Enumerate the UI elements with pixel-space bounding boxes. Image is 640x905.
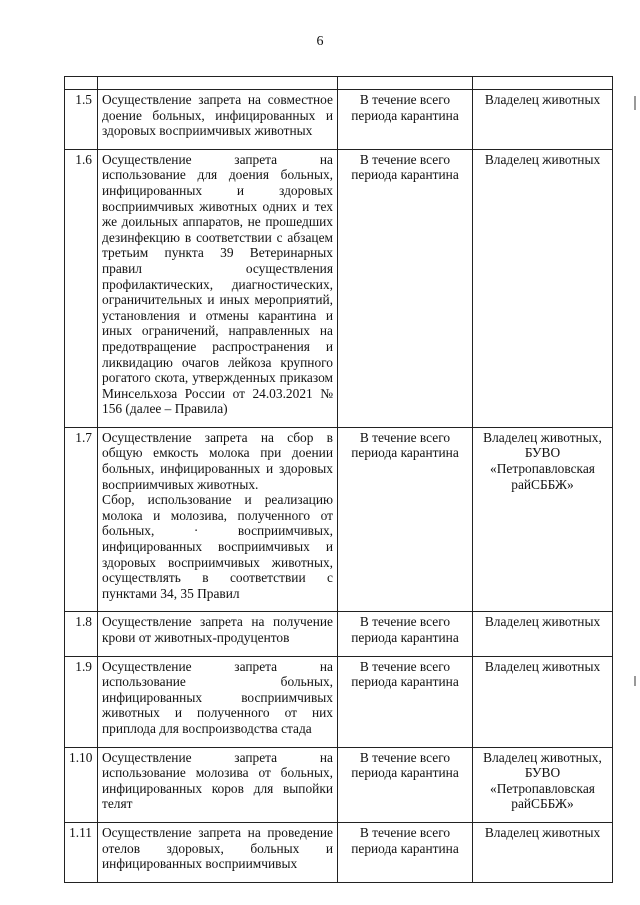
page-number: 6 bbox=[316, 34, 324, 49]
execution-period: В течение всего периода карантина bbox=[338, 612, 473, 656]
row-number: 1.11 bbox=[65, 822, 98, 882]
row-number: 1.8 bbox=[65, 612, 98, 656]
measure-description bbox=[98, 656, 338, 747]
responsible-party: Владелец животных bbox=[473, 656, 613, 747]
table-row bbox=[65, 747, 613, 822]
execution-period: В течение всего периода карантина bbox=[338, 656, 473, 747]
table-row bbox=[65, 90, 613, 150]
measure-paragraph: Осуществление запрета на получение крови от животных-продуцентов bbox=[102, 614, 333, 645]
measures-table bbox=[64, 76, 613, 883]
scan-artifact-mark bbox=[634, 676, 636, 686]
header-cell-num bbox=[65, 77, 98, 90]
row-number: 1.9 bbox=[65, 656, 98, 747]
row-number: 1.5 bbox=[65, 90, 98, 150]
responsible-party: Владелец животных bbox=[473, 90, 613, 150]
execution-period: В течение всего периода карантина bbox=[338, 427, 473, 612]
measure-paragraph: Осуществление запрета на использование молозива от больных, инфицированных коров для выпойки телят bbox=[102, 749, 333, 812]
table-row bbox=[65, 822, 613, 882]
measure-description bbox=[98, 427, 338, 612]
measure-description bbox=[98, 149, 338, 427]
table-body bbox=[65, 77, 613, 883]
measure-description bbox=[98, 90, 338, 150]
header-cell-period bbox=[338, 77, 473, 90]
table-row bbox=[65, 427, 613, 612]
execution-period: В течение всего периода карантина bbox=[338, 822, 473, 882]
execution-period: В течение всего периода карантина bbox=[338, 149, 473, 427]
measure-paragraph: Осуществление запрета на совместное доение больных, инфицированных и здоровых восприимчивых животных bbox=[102, 92, 333, 139]
execution-period: В течение всего периода карантина bbox=[338, 90, 473, 150]
measure-paragraph: Осуществление запрета на использование больных, инфицированных восприимчивых животных и полученного от них приплода для воспроизводства стада bbox=[102, 658, 333, 736]
responsible-party: Владелец животных bbox=[473, 149, 613, 427]
table-row bbox=[65, 612, 613, 656]
table-header-row bbox=[65, 77, 613, 90]
header-cell-measure bbox=[98, 77, 338, 90]
measure-paragraph: Сбор, использование и реализацию молока и молозива, полученного от больных, · восприимчивых, инфицированных восприимчивых и здоровых восприимчивых животных, осуществлять в соответствии с пунктами 34, 35 Правил bbox=[102, 492, 333, 601]
measure-description bbox=[98, 747, 338, 822]
measure-paragraph: Осуществление запрета на использование для доения больных, инфицированных и здоровых восприимчивых животных одних и тех же доильных аппаратов, не прошедших дезинфекцию в соответствии с абзацем третьим пункта 39 Ветеринарных правил осуществления профилактических, диагностических, ограничительных и иных мероприятий, установления и отмены карантина и иных ограничений, направленных на предотвращение распространения и ликвидацию очагов лейкоза крупного рогатого скота, утвержденных приказом Минсельхоза России от 24.03.2021 № 156 (далее – Правила) bbox=[102, 151, 333, 417]
row-number: 1.6 bbox=[65, 149, 98, 427]
table-row bbox=[65, 149, 613, 427]
measure-paragraph: Осуществление запрета на сбор в общую емкость молока при доении больных, инфицированных и здоровых восприимчивых животных. bbox=[102, 429, 333, 492]
responsible-party: Владелец животных bbox=[473, 612, 613, 656]
measure-paragraph: Осуществление запрета на проведение отелов здоровых, больных и инфицированных восприимчивых bbox=[102, 824, 333, 872]
measure-description bbox=[98, 612, 338, 656]
measure-description bbox=[98, 822, 338, 882]
header-cell-responsible bbox=[473, 77, 613, 90]
row-number: 1.7 bbox=[65, 427, 98, 612]
responsible-party: Владелец животных, БУВО «Петропавловская райСББЖ» bbox=[473, 427, 613, 612]
execution-period: В течение всего периода карантина bbox=[338, 747, 473, 822]
responsible-party: Владелец животных bbox=[473, 822, 613, 882]
row-number: 1.10 bbox=[65, 747, 98, 822]
scan-artifact-mark bbox=[634, 96, 636, 110]
responsible-party: Владелец животных, БУВО «Петропавловская райСББЖ» bbox=[473, 747, 613, 822]
table-row bbox=[65, 656, 613, 747]
